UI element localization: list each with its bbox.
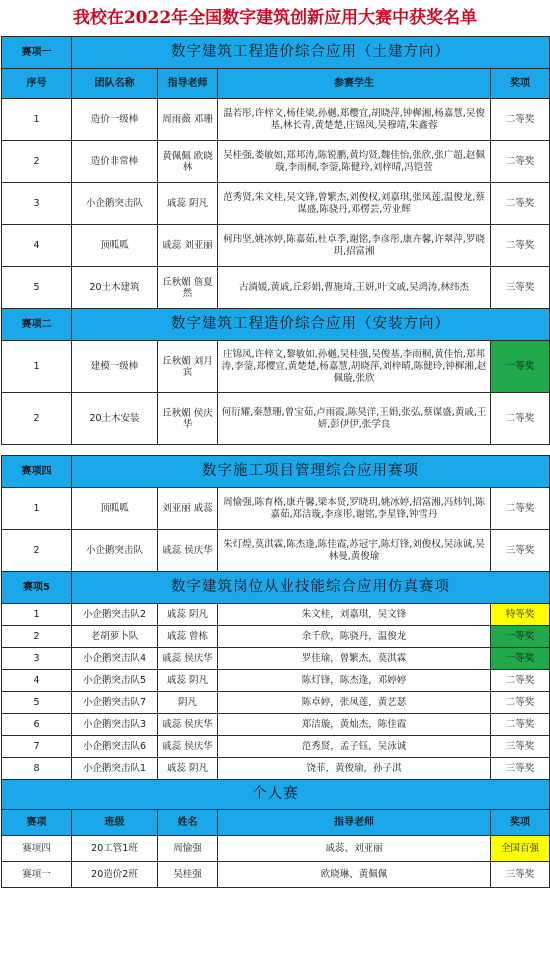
- team-name: 小企鹅突击队3: [72, 714, 158, 736]
- col-header-award: 奖项: [491, 69, 550, 99]
- award-cell: 二等奖: [491, 141, 550, 183]
- teacher-names: 戚蕊 侯庆华: [158, 648, 218, 670]
- student-names: 吴桂强,娄敏如,郑邦涛,陈锐鹏,黄均贤,魏佳怡,张欣,张广超,赵佩璇,李雨桐,李蓥,陈健玲,刘梓晴,冯铠萱: [218, 141, 491, 183]
- row-number: 1: [2, 488, 72, 530]
- individual-row: [2, 862, 550, 888]
- table-row: [2, 488, 550, 530]
- table-row: [2, 99, 550, 141]
- team-name: 小企鹅突击队: [72, 183, 158, 225]
- section-label: 赛项5: [2, 572, 72, 604]
- student-names: 温若彤,许梓文,杨佳梁,孙樾,郑樱宜,胡晓萍,钟樨湘,杨嘉慧,吴俊基,林长青,黄楚楚,庄锦凤,吴穆靖,朱鑫蓉: [218, 99, 491, 141]
- student-names: 郑洁璇，黄灿杰，陈佳霞: [218, 714, 491, 736]
- student-names: 庄锦凤,许梓文,黎敏如,孙樾,吴桂强,吴俊基,李雨桐,黄佳怡,郑邦涛,李蓥,郑樱宜,黄楚楚,杨嘉慧,胡晓萍,刘梓晴,陈健玲,钟樨湘,赵佩璇,张欣: [218, 341, 491, 393]
- team-name: 小企鹅突击队6: [72, 736, 158, 758]
- row-number: 4: [2, 670, 72, 692]
- teacher-names: 丘秋媚 詹夏然: [158, 267, 218, 309]
- column-header-row: [2, 69, 550, 99]
- individual-title: 个人赛: [2, 780, 550, 810]
- event-name: 赛项一: [2, 862, 72, 888]
- award-cell: 三等奖: [491, 267, 550, 309]
- col-header-item: 赛项: [2, 810, 72, 836]
- teacher-names: 戚蕊 阴凡: [158, 183, 218, 225]
- table-row: [2, 626, 550, 648]
- team-name: 小企鹅突击队: [72, 530, 158, 572]
- section-name: 数字建筑工程造价综合应用（安装方向）: [72, 309, 550, 341]
- row-number: 2: [2, 393, 72, 445]
- row-number: 8: [2, 758, 72, 780]
- row-number: 7: [2, 736, 72, 758]
- student-names: 罗佳瑜，曾繁杰，莫淇霖: [218, 648, 491, 670]
- col-header-teacher: 指导老师: [158, 69, 218, 99]
- teacher-names: 戚蕊 侯庆华: [158, 736, 218, 758]
- team-name: 小企鹅突击队4: [72, 648, 158, 670]
- row-number: 1: [2, 341, 72, 393]
- teacher-names: 戚蕊 刘亚丽: [158, 225, 218, 267]
- teacher-names: 周雨薇 邓珊: [158, 99, 218, 141]
- team-name: 20土木安装: [72, 393, 158, 445]
- student-names: 柯玮坚,姚冰婷,陈嘉茹,杜卓季,谢铭,李彦彤,康卉馨,许翠萍,罗晓玥,招富湘: [218, 225, 491, 267]
- section-label: 赛项二: [2, 309, 72, 341]
- award-table: [1, 36, 550, 888]
- award-cell: 全国百强: [491, 836, 550, 862]
- col-header-team: 团队名称: [72, 69, 158, 99]
- team-name: 顶呱呱: [72, 488, 158, 530]
- award-cell: 三等奖: [491, 736, 550, 758]
- student-names: 余千欣，陈骁丹，温俊龙: [218, 626, 491, 648]
- table-row: [2, 530, 550, 572]
- col-header-class: 班级: [72, 810, 158, 836]
- team-name: 小企鹅突击队1: [72, 758, 158, 780]
- award-cell: 三等奖: [491, 862, 550, 888]
- section-name: 数字建筑岗位从业技能综合应用仿真赛项: [72, 572, 550, 604]
- table-row: [2, 714, 550, 736]
- award-cell: 二等奖: [491, 670, 550, 692]
- section-label: 赛项四: [2, 456, 72, 488]
- col-header-award: 奖项: [491, 810, 550, 836]
- table-row: [2, 736, 550, 758]
- teacher-names: 戚蕊 阴凡: [158, 758, 218, 780]
- table-row: [2, 692, 550, 714]
- team-name: 造价非常棒: [72, 141, 158, 183]
- teacher-names: 欧晓琳、黄佩佩: [218, 862, 491, 888]
- event-name: 赛项四: [2, 836, 72, 862]
- row-number: 1: [2, 99, 72, 141]
- col-header-teacher: 指导老师: [218, 810, 491, 836]
- teacher-names: 戚蕊 侯庆华: [158, 530, 218, 572]
- section-header: [2, 309, 550, 341]
- page-title: 我校在2022年全国数字建筑创新应用大赛中获奖名单: [72, 8, 478, 28]
- row-number: 2: [2, 141, 72, 183]
- row-number: 5: [2, 692, 72, 714]
- table-row: [2, 141, 550, 183]
- section-header: [2, 37, 550, 69]
- team-name: 老胡萝卜队: [72, 626, 158, 648]
- row-number: 4: [2, 225, 72, 267]
- teacher-names: 戚蕊 侯庆华: [158, 714, 218, 736]
- award-cell: 一等奖: [491, 341, 550, 393]
- teacher-names: 阴凡: [158, 692, 218, 714]
- award-cell: 二等奖: [491, 692, 550, 714]
- col-header-students: 参赛学生: [218, 69, 491, 99]
- individual-row: [2, 836, 550, 862]
- team-name: 小企鹅突击队2: [72, 604, 158, 626]
- teacher-names: 刘亚丽 戚蕊: [158, 488, 218, 530]
- row-number: 3: [2, 648, 72, 670]
- section-label: 赛项一: [2, 37, 72, 69]
- teacher-names: 戚蕊 阴凡: [158, 670, 218, 692]
- table-row: [2, 604, 550, 626]
- student-names: 周愉强,陈育格,康卉馨,梁本贤,罗晓玥,姚冰婷,招富湘,冯炜钊,陈嘉茹,郑洁璇,李彦彤,谢铭,李星锋,钟雪丹: [218, 488, 491, 530]
- award-cell: 二等奖: [491, 99, 550, 141]
- table-row: [2, 267, 550, 309]
- row-number: 2: [2, 626, 72, 648]
- gap-cell: [2, 445, 550, 456]
- student-names: 朱灯煌,莫淇霖,陈杰逢,陈佳霞,苏冠宇,陈灯锋,刘俊权,吴泳诚,吴林曼,黄俊瑜: [218, 530, 491, 572]
- individual-header-row: [2, 810, 550, 836]
- student-names: 饶菲，黄俊瑜，孙子淇: [218, 758, 491, 780]
- table-row: [2, 670, 550, 692]
- section-header: [2, 572, 550, 604]
- award-cell: 一等奖: [491, 626, 550, 648]
- row-number: 5: [2, 267, 72, 309]
- row-number: 1: [2, 604, 72, 626]
- col-header-no: 序号: [2, 69, 72, 99]
- teacher-names: 戚蕊、刘亚丽: [218, 836, 491, 862]
- row-number: 3: [2, 183, 72, 225]
- student-names: 陈卓婷，张凤莲，黄艺瑟: [218, 692, 491, 714]
- student-name: 吴桂强: [158, 862, 218, 888]
- student-names: 古淌媛,黄戚,丘彩娟,曹施琦,王妍,叶文戚,吴鸿涛,林纬杰: [218, 267, 491, 309]
- award-cell: 二等奖: [491, 183, 550, 225]
- team-name: 小企鹅突击队5: [72, 670, 158, 692]
- award-cell: 二等奖: [491, 714, 550, 736]
- class-name: 20造价2班: [72, 862, 158, 888]
- team-name: 顶呱呱: [72, 225, 158, 267]
- individual-section-header: [2, 780, 550, 810]
- table-row: [2, 648, 550, 670]
- team-name: 20土木建筑: [72, 267, 158, 309]
- teacher-names: 丘秋媚 刘月宾: [158, 341, 218, 393]
- class-name: 20工管1班: [72, 836, 158, 862]
- award-cell: 三等奖: [491, 530, 550, 572]
- student-names: 朱文桂，刘嘉琪，吴文锋: [218, 604, 491, 626]
- student-names: 范秀贤，孟子钰，吴泳诚: [218, 736, 491, 758]
- section-name: 数字施工项目管理综合应用赛项: [72, 456, 550, 488]
- col-header-name: 姓名: [158, 810, 218, 836]
- table-row: [2, 758, 550, 780]
- team-name: 建模一级棒: [72, 341, 158, 393]
- teacher-names: 黄佩佩 欧晓林: [158, 141, 218, 183]
- section-header: [2, 456, 550, 488]
- student-names: 陈灯锋，陈杰逢，邓婷婷: [218, 670, 491, 692]
- team-name: 造价一级棒: [72, 99, 158, 141]
- student-names: 范秀贤,朱文桂,吴文锋,曾繁杰,刘俊权,刘嘉琪,张凤莲,温俊龙,蔡谋盛,陈骁丹,邓楞芸,劳业辉: [218, 183, 491, 225]
- award-cell: 三等奖: [491, 758, 550, 780]
- row-number: 6: [2, 714, 72, 736]
- table-row: [2, 225, 550, 267]
- award-cell: 二等奖: [491, 225, 550, 267]
- award-cell: 特等奖: [491, 604, 550, 626]
- section-name: 数字建筑工程造价综合应用（土建方向）: [72, 37, 550, 69]
- table-row: [2, 393, 550, 445]
- student-name: 周愉强: [158, 836, 218, 862]
- student-names: 何衍耀,秦慧珊,曾宝茹,卢雨霞,陈昊洋,王娟,张弘,蔡谋盛,黄戚,王妍,彭伊伊,张学良: [218, 393, 491, 445]
- row-number: 2: [2, 530, 72, 572]
- teacher-names: 丘秋媚 侯庆华: [158, 393, 218, 445]
- teacher-names: 戚蕊 曾栋: [158, 626, 218, 648]
- table-row: [2, 341, 550, 393]
- team-name: 小企鹅突击队7: [72, 692, 158, 714]
- award-cell: 二等奖: [491, 393, 550, 445]
- award-cell: 二等奖: [491, 488, 550, 530]
- section-gap: [2, 445, 550, 456]
- award-cell: 一等奖: [491, 648, 550, 670]
- teacher-names: 戚蕊 阴凡: [158, 604, 218, 626]
- table-row: [2, 183, 550, 225]
